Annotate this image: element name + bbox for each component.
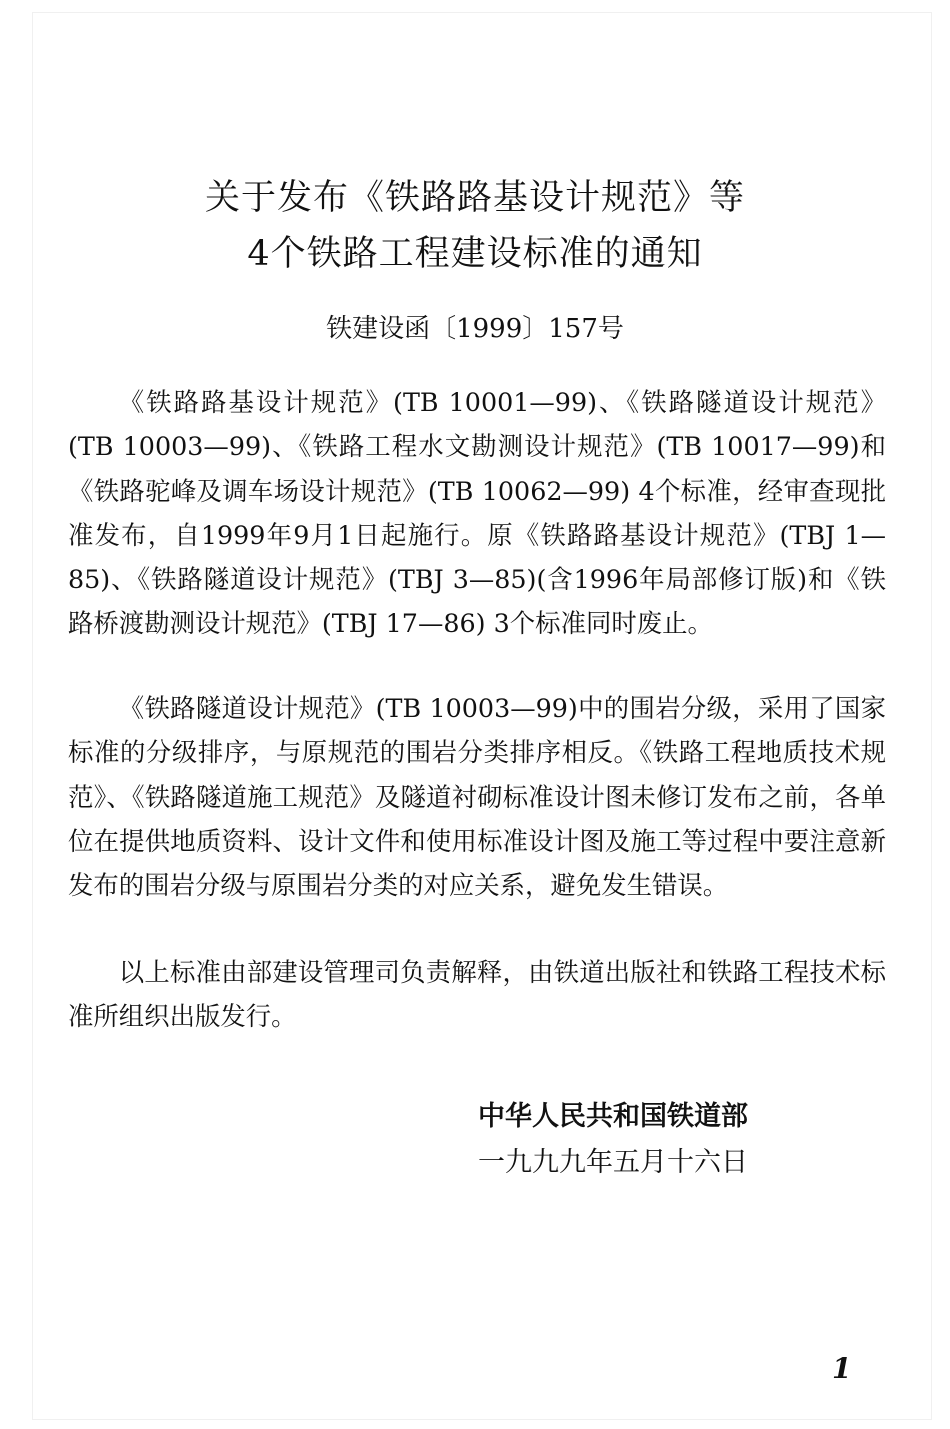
body-paragraph-3: 以上标准由部建设管理司负责解释，由铁道出版社和铁路工程技术标准所组织出版发行。 — [68, 957, 886, 1032]
page-number: 1 — [832, 1352, 852, 1385]
document-title-line-1: 关于发布《铁路路基设计规范》等 — [204, 178, 745, 218]
body-paragraph-1: 《铁路路基设计规范》(TB 10001—99)、《铁路隧道设计规范》(TB 10003—99)、《铁路工程水文勘测设计规范》(TB 10017—99)和《铁路驼峰及调车场设计规范》(TB 10062—99) 4个标准，经审查现批准发布，自1999年9月1日起施行。原《铁路路基设计规范》(TBJ 1—85)、《铁路隧道设计规范》(TBJ 3—85)(含1996年局部修订版)和《铁路桥渡勘测设计规范》(TBJ 17—86) 3个标准同时废止。 — [68, 387, 886, 639]
document-title-line-2: 4个铁路工程建设标准的通知 — [247, 234, 703, 274]
document-number: 铁建设函〔1999〕157号 — [326, 314, 624, 344]
issuing-organization: 中华人民共和国铁道部 — [478, 1101, 748, 1132]
issue-date: 一九九九年五月十六日 — [478, 1147, 748, 1178]
body-paragraph-2: 《铁路隧道设计规范》(TB 10003—99)中的围岩分级，采用了国家标准的分级排序，与原规范的围岩分类排序相反。《铁路工程地质技术规范》、《铁路隧道施工规范》及隧道衬砌标准设计图未修订发布之前，各单位在提供地质资料、设计文件和使用标准设计图及施工等过程中要注意新发布的围岩分级与原围岩分类的对应关系，避免发生错误。 — [68, 693, 886, 901]
